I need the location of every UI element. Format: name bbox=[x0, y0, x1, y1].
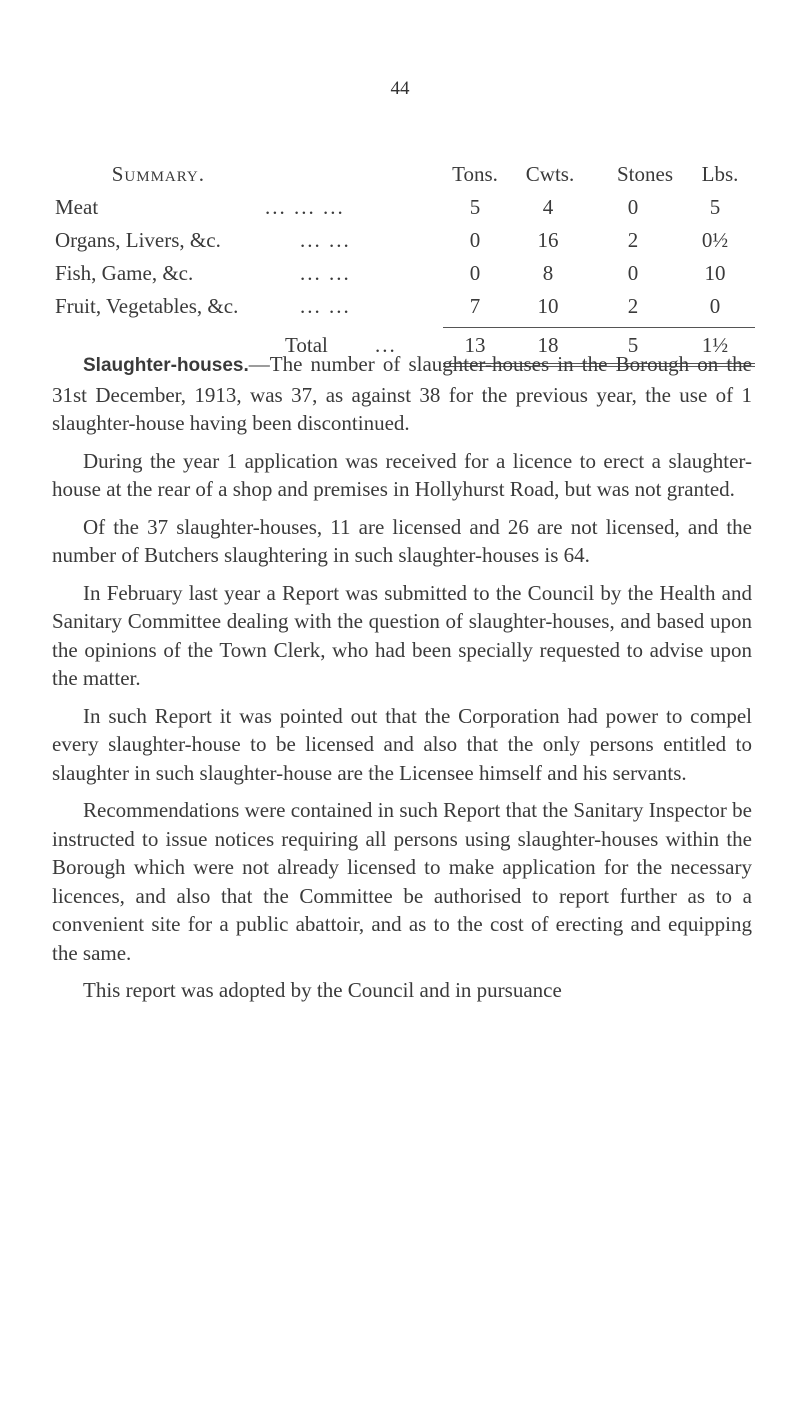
header-cwts: Cwts. bbox=[525, 162, 575, 186]
total-dots: ... bbox=[375, 333, 397, 357]
row-dots: ... ... ... bbox=[265, 195, 345, 219]
summary-header-row bbox=[55, 162, 755, 195]
body-text bbox=[52, 350, 752, 1014]
header-lbs: Lbs. bbox=[701, 162, 739, 186]
total-cwts: 18 bbox=[537, 333, 559, 357]
header-stones: Stones bbox=[616, 162, 673, 186]
table-row bbox=[55, 228, 755, 261]
paragraph: Slaughter-houses.—The number of slaughter-houses in the Borough on the 31st December, 1913, was 37, as against 38 for the previous year, the use of 1 slaughter-house having been discontinued. bbox=[52, 352, 752, 435]
total-tons: 13 bbox=[464, 333, 486, 357]
cell-cwts: 10 bbox=[537, 294, 559, 318]
total-label: Total bbox=[285, 333, 328, 357]
paragraph: In February last year a Report was submitted to the Council by the Health and Sanitary Committee dealing with the question of slaughter-houses, and based upon the opinions of the Town Clerk, who had been specially requested to advise upon the matter. bbox=[52, 580, 752, 690]
row-label: Fruit, Vegetables, &c. bbox=[55, 294, 239, 318]
cell-tons: 0 bbox=[469, 228, 481, 252]
section-heading: Slaughter-houses. bbox=[83, 355, 249, 376]
table-row bbox=[55, 261, 755, 294]
cell-cwts: 4 bbox=[542, 195, 554, 219]
cell-lbs: 5 bbox=[709, 195, 721, 219]
table-row bbox=[55, 195, 755, 228]
cell-stones: 0 bbox=[627, 195, 639, 219]
table-row bbox=[55, 294, 755, 327]
paragraph: This report was adopted by the Council and in pursuance bbox=[83, 978, 562, 1002]
summary-table bbox=[55, 162, 755, 367]
row-label: Organs, Livers, &c. bbox=[55, 228, 221, 252]
total-top-rule bbox=[443, 327, 755, 328]
cell-stones: 0 bbox=[627, 261, 639, 285]
paragraph: In such Report it was pointed out that the Corporation had power to compel every slaughter-house to be licensed and also that the only persons entitled to slaughter in such slaughter-house are the Licensee himself and his servants. bbox=[52, 703, 752, 785]
row-label: Meat bbox=[55, 195, 99, 219]
cell-lbs: 0 bbox=[709, 294, 721, 318]
cell-lbs: 0½ bbox=[701, 228, 729, 252]
page-number: 44 bbox=[390, 78, 410, 99]
cell-tons: 0 bbox=[469, 261, 481, 285]
cell-cwts: 16 bbox=[537, 228, 559, 252]
paragraph: During the year 1 application was received for a licence to erect a slaughter-house at the rear of a shop and premises in Hollyhurst Road, but was not granted. bbox=[52, 448, 752, 501]
row-dots: ... ... bbox=[300, 294, 351, 318]
cell-tons: 7 bbox=[469, 294, 481, 318]
total-lbs: 1½ bbox=[701, 333, 729, 357]
header-tons: Tons. bbox=[452, 162, 498, 186]
summary-title: Summary. bbox=[111, 162, 205, 186]
paragraph: Of the 37 slaughter-houses, 11 are licensed and 26 are not licensed, and the number of Butchers slaughtering in such slaughter-houses is 64. bbox=[52, 514, 752, 567]
row-dots: ... ... bbox=[300, 228, 351, 252]
cell-stones: 2 bbox=[627, 294, 639, 318]
row-label: Fish, Game, &c. bbox=[55, 261, 194, 285]
cell-stones: 2 bbox=[627, 228, 639, 252]
cell-lbs: 10 bbox=[704, 261, 726, 285]
cell-tons: 5 bbox=[469, 195, 481, 219]
cell-cwts: 8 bbox=[542, 261, 554, 285]
paragraph: Recommendations were contained in such Report that the Sanitary Inspector be instructed to issue notices requiring all persons using slaughter-houses within the Borough which were not already licensed to make application for the necessary licences, and also that the Committee be authorised to report further as to a convenient site for a public abattoir, and as to the cost of erecting and equipping the same. bbox=[52, 798, 752, 965]
row-dots: ... ... bbox=[300, 261, 351, 285]
total-stones: 5 bbox=[627, 333, 639, 357]
